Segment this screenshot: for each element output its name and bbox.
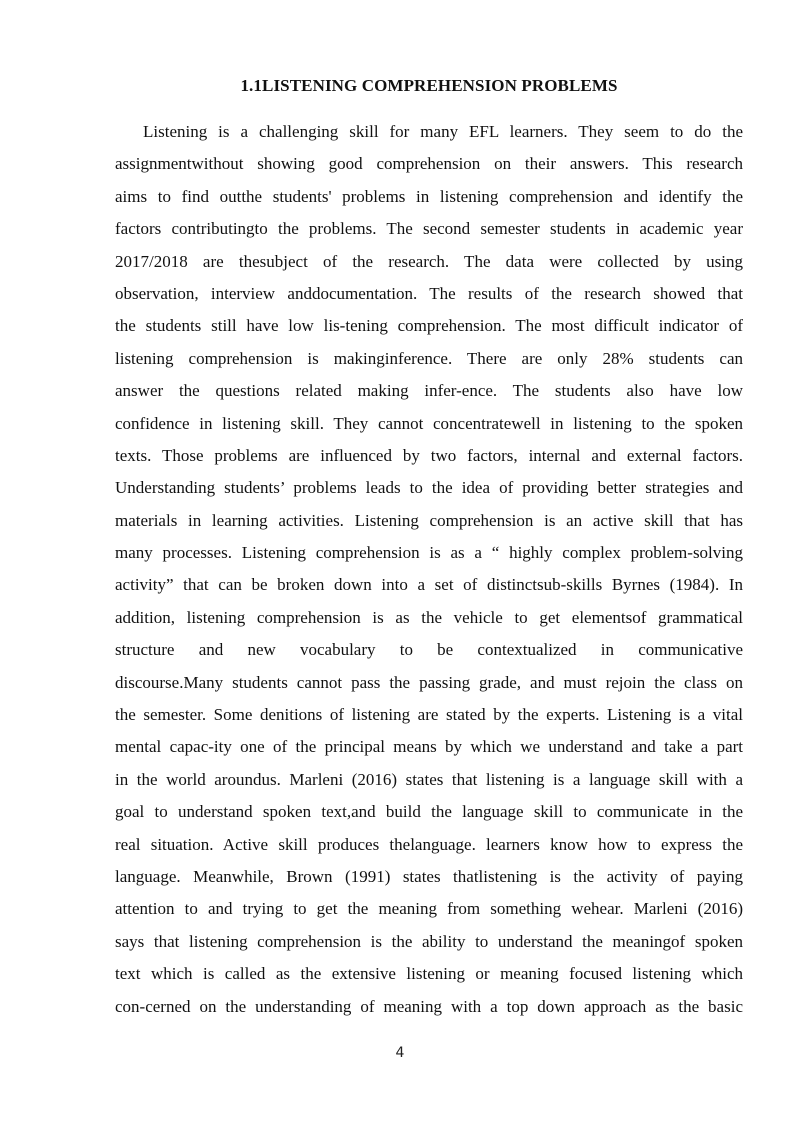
- text-line: the students still have low lis-tening comprehension. The most difficult indicator of: [115, 316, 743, 336]
- text-line: addition, listening comprehension is as the vehicle to get elementsof grammatical: [115, 607, 743, 627]
- text-line: con-cerned on the understanding of meaning with a top down approach as the basic: [115, 996, 743, 1016]
- text-line: activity” that can be broken down into a set of distinctsub-skills Byrnes (1984). In: [115, 575, 743, 595]
- text-line: aims to find outthe students' problems in listening comprehension and identify the: [115, 186, 743, 206]
- text-line: observation, interview anddocumentation. The results of the research showed that: [115, 283, 743, 303]
- text-line: text which is called as the extensive listening or meaning focused listening which: [115, 964, 743, 984]
- body-paragraph: [115, 116, 743, 1023]
- text-line: listening comprehension is makinginference. There are only 28% students can: [115, 348, 743, 368]
- text-line: Understanding students’ problems leads to the idea of providing better strategies and: [115, 478, 743, 498]
- page-number: 4: [395, 1045, 405, 1061]
- text-line: discourse.Many students cannot pass the passing grade, and must rejoin the class on: [115, 672, 743, 692]
- text-line: factors contributingto the problems. The second semester students in academic year: [115, 219, 743, 239]
- text-line: the semester. Some denitions of listening are stated by the experts. Listening is a vital: [115, 705, 743, 725]
- section-heading: 1.1LISTENING COMPREHENSION PROBLEMS: [240, 76, 618, 95]
- text-line: real situation. Active skill produces thelanguage. learners know how to express the: [115, 834, 743, 854]
- text-line: Listening is a challenging skill for many EFL learners. They seem to do the: [143, 122, 743, 141]
- text-line: answer the questions related making infer-ence. The students also have low: [115, 381, 743, 401]
- text-line: materials in learning activities. Listening comprehension is an active skill that has: [115, 510, 743, 530]
- text-line: attention to and trying to get the meaning from something wehear. Marleni (2016): [115, 899, 743, 919]
- text-line: goal to understand spoken text,and build the language skill to communicate in the: [115, 802, 743, 822]
- text-line: mental capac-ity one of the principal means by which we understand and take a part: [115, 737, 743, 757]
- text-line: 2017/2018 are thesubject of the research. The data were collected by using: [115, 251, 743, 271]
- text-line: language. Meanwhile, Brown (1991) states thatlistening is the activity of paying: [115, 866, 743, 886]
- text-line: confidence in listening skill. They cannot concentratewell in listening to the spoken: [115, 413, 743, 433]
- text-line: structure and new vocabulary to be contextualized in communicative: [115, 640, 743, 660]
- text-line: many processes. Listening comprehension is as a “ highly complex problem-solving: [115, 543, 743, 563]
- text-line: says that listening comprehension is the ability to understand the meaningof spoken: [115, 931, 743, 951]
- text-line: texts. Those problems are influenced by two factors, internal and external factors.: [115, 445, 743, 465]
- text-line: assignmentwithout showing good comprehension on their answers. This research: [115, 154, 743, 174]
- text-line: in the world aroundus. Marleni (2016) states that listening is a language skill with a: [115, 769, 743, 789]
